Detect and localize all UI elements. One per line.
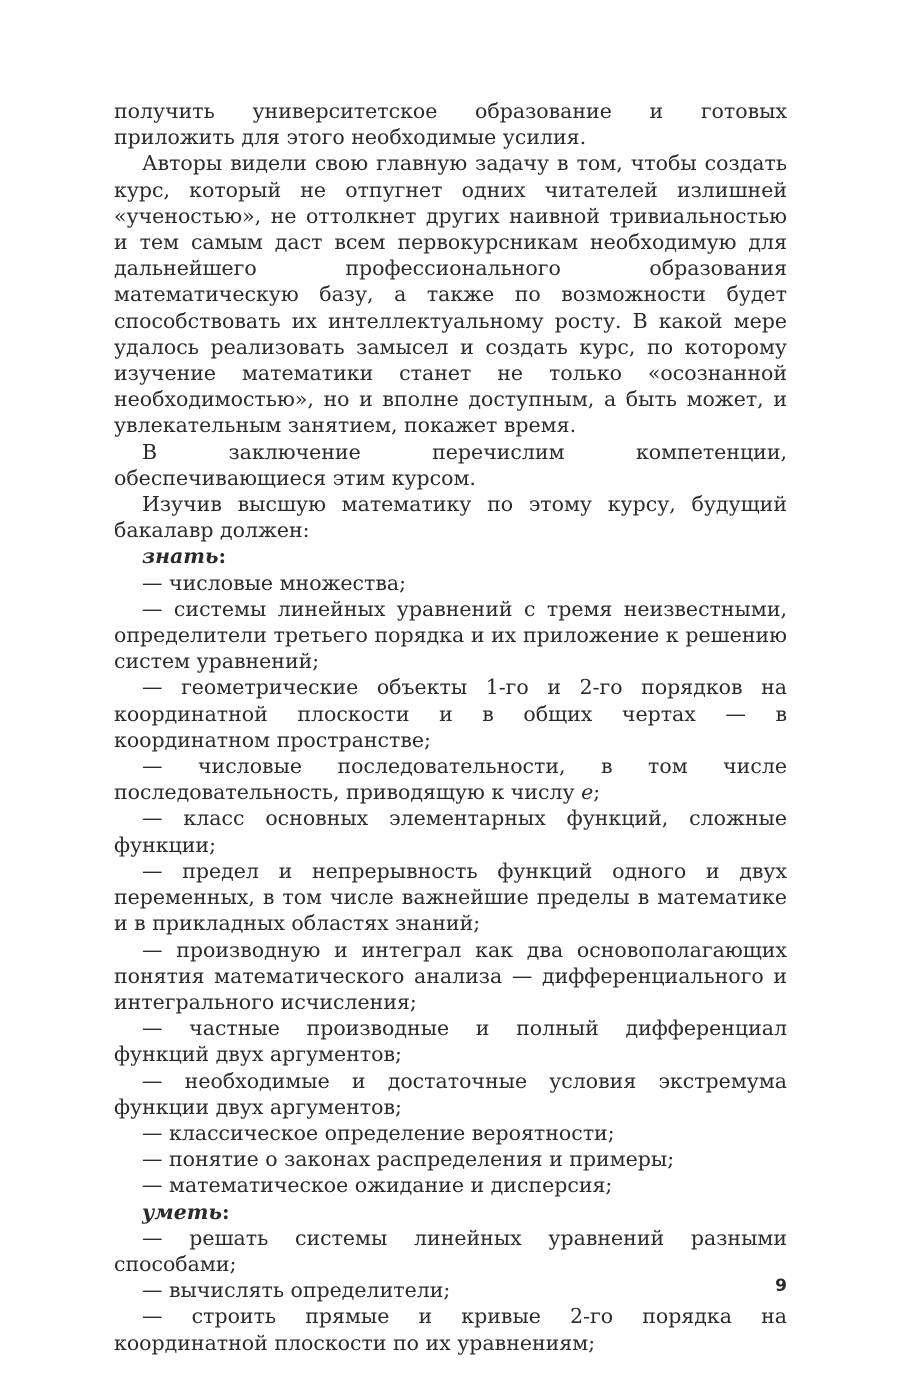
paragraph-bachelor-must: Изучив высшую математику по этому курсу, будущий бакалавр должен: <box>114 492 787 543</box>
can-item: — вычислять определители; <box>142 1278 451 1303</box>
e-symbol: e <box>581 780 594 805</box>
heading-can-label: уметь <box>142 1199 223 1224</box>
know-item: — необходимые и достаточные условия экстремума функции двух аргументов; <box>114 1068 787 1119</box>
know-item-suffix: ; <box>593 780 601 805</box>
know-item <box>114 753 787 805</box>
page-body <box>114 98 787 1356</box>
know-item: — класс основных элементарных функций, сложные функции; <box>114 806 787 857</box>
know-item: — системы линейных уравнений с тремя неизвестными, определители третьего порядка и их приложение к решению систем уравнений; <box>114 596 787 674</box>
know-item: — производную и интеграл как два основополагающих понятия математического анализа — дифференциального и интегрального исчисления; <box>114 937 787 1014</box>
can-item: — решать системы линейных уравнений разными способами; <box>114 1225 787 1276</box>
paragraph-continuation: получить университетское образование и готовых приложить для этого необходимые усилия. <box>114 99 787 150</box>
know-item: — предел и непрерывность функций одного и двух переменных, в том числе важнейшие пределы в математике и в прикладных областях знаний; <box>114 858 787 936</box>
know-item: — классическое определение вероятности; <box>142 1120 615 1145</box>
paragraph-conclusion: В заключение перечислим компетенции, обеспечивающиеся этим курсом. <box>114 439 787 490</box>
paragraph-authors-goal: Авторы видели свою главную задачу в том, чтобы создать курс, который не отпугнет одних читателей излишней «ученостью», не оттолкнет других наивной тривиальностью и тем самым даст всем первокурсникам необходимую для дальнейшего профессионального образования математическую базу, а также по возможности будет способствовать их интеллектуальному росту. В какой мере удалось реализовать замысел и создать курс, по которому изучение математики станет не только «осознанной необходимостью», но и вполне доступным, а быть может, и увлекательным занятием, покажет время. <box>114 151 787 438</box>
know-item-text: — числовые последовательности, в том числе последовательность, приводящую к числу <box>114 754 787 805</box>
know-item: — числовые множества; <box>142 570 407 595</box>
heading-know-label: знать <box>142 544 219 569</box>
know-item: — геометрические объекты 1-го и 2-го порядков на координатной плоскости и в общих чертах — в координатном пространстве; <box>114 675 787 752</box>
know-item: — частные производные и полный дифференциал функций двух аргументов; <box>114 1016 787 1067</box>
know-item: — понятие о законах распределения и примеры; <box>142 1147 675 1172</box>
know-item: — математическое ожидание и дисперсия; <box>142 1173 613 1198</box>
heading-can <box>114 1199 787 1225</box>
heading-can-colon: : <box>222 1199 230 1224</box>
heading-know <box>114 543 787 569</box>
can-item: — строить прямые и кривые 2-го порядка на координатной плоскости по их уравнениям; <box>114 1304 787 1355</box>
page-number: 9 <box>775 1276 787 1296</box>
heading-know-colon: : <box>218 544 227 569</box>
